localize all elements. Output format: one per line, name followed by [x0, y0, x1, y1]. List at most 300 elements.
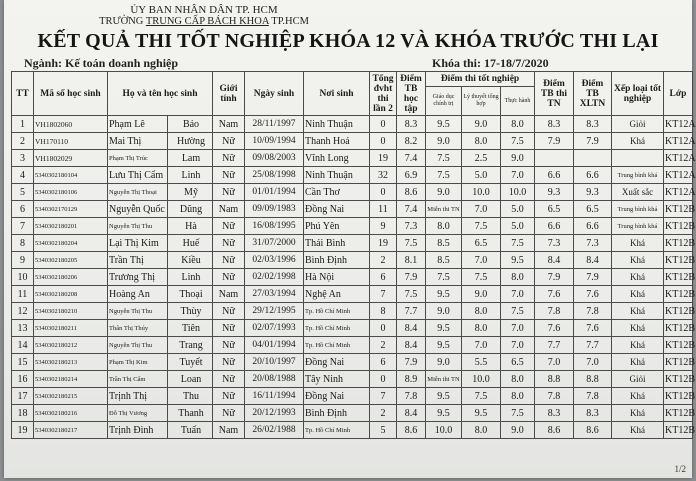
table-row	[12, 354, 693, 371]
cell-theory: 7.5	[462, 218, 501, 235]
cell-avg-exam: 8.3	[535, 116, 574, 133]
cell-avg-rank: 7.9	[574, 133, 612, 150]
cell-politics: 9.0	[426, 354, 462, 371]
cell-pob: Tp. Hồ Chí Minh	[304, 337, 370, 354]
cell-practice: 8.0	[501, 371, 535, 388]
cell-tt: 15	[12, 354, 34, 371]
cell-pob: Tây Ninh	[304, 371, 370, 388]
cell-gender: Nữ	[213, 235, 245, 252]
cell-theory: 7.5	[462, 269, 501, 286]
table-row	[12, 167, 693, 184]
cell-tt: 6	[12, 201, 34, 218]
cell-rank	[612, 150, 664, 167]
cell-pob: Ninh Thuận	[304, 116, 370, 133]
cell-rank: Trung bình khá	[612, 218, 664, 235]
cell-gpa: 7.3	[397, 218, 426, 235]
cell-gender: Nữ	[213, 388, 245, 405]
cell-total-units: 9	[370, 218, 397, 235]
cell-gender: Nữ	[213, 269, 245, 286]
cell-politics: 7.5	[426, 269, 462, 286]
cell-pob: Bình Định	[304, 405, 370, 422]
cell-last-name: Hoàng An	[108, 286, 168, 303]
table-row	[12, 337, 693, 354]
cell-politics: Miễn thi TN	[426, 371, 462, 388]
cell-avg-rank: 6.6	[574, 167, 612, 184]
cell-first-name: Linh	[168, 269, 213, 286]
table-row	[12, 320, 693, 337]
cell-total-units: 2	[370, 337, 397, 354]
cell-pob: Bình Định	[304, 252, 370, 269]
cell-rank: Khá	[612, 235, 664, 252]
cell-theory: 7.5	[462, 388, 501, 405]
cell-last-name: Lưu Thị Cẩm	[108, 167, 168, 184]
cell-last-name: Phạm Lê	[108, 116, 168, 133]
cell-student-code: 5340302180217	[34, 422, 108, 439]
col-class: Lớp	[664, 72, 693, 116]
cell-practice: 6.5	[501, 354, 535, 371]
cell-dob: 20/08/1988	[245, 371, 304, 388]
cell-first-name: Trang	[168, 337, 213, 354]
cell-first-name: Thùy	[168, 303, 213, 320]
cell-gpa: 7.9	[397, 269, 426, 286]
cell-gender: Nam	[213, 201, 245, 218]
cell-last-name: Trần Thị	[108, 252, 168, 269]
cell-avg-exam: 7.6	[535, 286, 574, 303]
cell-dob: 26/02/1988	[245, 422, 304, 439]
table-body	[12, 116, 696, 439]
cell-tt: 16	[12, 371, 34, 388]
cell-avg-rank: 8.4	[574, 252, 612, 269]
cell-practice: 7.0	[501, 167, 535, 184]
cell-student-code: 5340302180214	[34, 371, 108, 388]
cell-pob: Đồng Nai	[304, 354, 370, 371]
org-name: ỦY BAN NHÂN DÂN TP. HCM	[130, 4, 278, 16]
cell-avg-rank: 6.5	[574, 201, 612, 218]
cell-practice: 7.5	[501, 405, 535, 422]
cell-student-code: 5340302180104	[34, 167, 108, 184]
cell-total-units: 7	[370, 286, 397, 303]
cell-class: KT12B	[664, 252, 693, 269]
cell-tt: 4	[12, 167, 34, 184]
cell-first-name: Dũng	[168, 201, 213, 218]
cell-gpa: 8.3	[397, 116, 426, 133]
cell-pob: Ninh Thuận	[304, 167, 370, 184]
col-practice: Thực hành	[501, 87, 535, 116]
cell-avg-rank: 7.3	[574, 235, 612, 252]
cell-politics: 8.5	[426, 235, 462, 252]
table-row	[12, 218, 693, 235]
table-header	[12, 72, 693, 116]
cell-theory: 10.0	[462, 371, 501, 388]
cell-politics: 9.5	[426, 116, 462, 133]
cell-student-code: 5340302180210	[34, 303, 108, 320]
cell-total-units: 32	[370, 167, 397, 184]
cell-politics: 7.5	[426, 150, 462, 167]
cell-class: KT12B	[664, 303, 693, 320]
cell-gender: Nam	[213, 422, 245, 439]
cell-dob: 16/08/1995	[245, 218, 304, 235]
table-row	[12, 116, 693, 133]
cell-avg-rank: 8.3	[574, 405, 612, 422]
cell-class: KT12B	[664, 337, 693, 354]
table-row	[12, 405, 693, 422]
cell-theory: 5.0	[462, 167, 501, 184]
cell-dob: 04/01/1994	[245, 337, 304, 354]
cell-avg-exam: 8.8	[535, 371, 574, 388]
cell-avg-rank: 7.6	[574, 320, 612, 337]
cell-avg-rank: 8.6	[574, 422, 612, 439]
cell-avg-exam: 7.9	[535, 133, 574, 150]
cell-total-units: 0	[370, 371, 397, 388]
cell-last-name: Trịnh Đình	[108, 422, 168, 439]
cell-total-units: 19	[370, 235, 397, 252]
cell-gender: Nữ	[213, 405, 245, 422]
col-tt: TT	[12, 72, 34, 116]
cell-total-units: 8	[370, 303, 397, 320]
cell-avg-exam: 7.8	[535, 303, 574, 320]
col-student-code: Mã số học sinh	[34, 72, 108, 116]
cell-student-code: 5340302180211	[34, 320, 108, 337]
cell-theory: 10.0	[462, 184, 501, 201]
cell-rank: Giỏi	[612, 371, 664, 388]
cell-student-code: 5340302180208	[34, 286, 108, 303]
cell-last-name: Thân Thị Thúy	[108, 320, 168, 337]
cell-rank: Khá	[612, 269, 664, 286]
cell-theory: 9.5	[462, 405, 501, 422]
cell-class: KT12B	[664, 422, 693, 439]
cell-gender: Nữ	[213, 303, 245, 320]
cell-total-units: 0	[370, 320, 397, 337]
exam-period-label: Khóa thi: 17-18/7/2020	[432, 56, 549, 70]
results-table	[11, 71, 696, 439]
cell-pob: Vĩnh Long	[304, 150, 370, 167]
table-row	[12, 388, 693, 405]
cell-total-units: 6	[370, 354, 397, 371]
cell-pob: Tp. Hồ Chí Minh	[304, 303, 370, 320]
cell-politics: 9.5	[426, 388, 462, 405]
cell-avg-exam: 8.6	[535, 422, 574, 439]
cell-avg-exam	[535, 150, 574, 167]
cell-student-code: 5340302180205	[34, 252, 108, 269]
cell-pob: Hà Nội	[304, 269, 370, 286]
table-row	[12, 286, 693, 303]
cell-pob: Thái Bình	[304, 235, 370, 252]
cell-pob: Nghệ An	[304, 286, 370, 303]
cell-tt: 18	[12, 405, 34, 422]
cell-pob: Đồng Nai	[304, 388, 370, 405]
cell-class: KT12A	[664, 116, 693, 133]
col-gpa: Điểm TB học tập	[397, 72, 426, 116]
cell-first-name: Kiều	[168, 252, 213, 269]
cell-dob: 02/03/1996	[245, 252, 304, 269]
cell-avg-exam: 7.3	[535, 235, 574, 252]
cell-first-name: Tuấn	[168, 422, 213, 439]
cell-avg-exam: 8.4	[535, 252, 574, 269]
cell-rank: Khá	[612, 303, 664, 320]
cell-total-units: 0	[370, 184, 397, 201]
cell-gender: Nữ	[213, 337, 245, 354]
table-row	[12, 422, 693, 439]
cell-tt: 5	[12, 184, 34, 201]
cell-avg-exam: 6.5	[535, 201, 574, 218]
cell-student-code: 5340302180213	[34, 354, 108, 371]
cell-first-name: Mỹ	[168, 184, 213, 201]
cell-total-units: 0	[370, 133, 397, 150]
table-row	[12, 235, 693, 252]
cell-gender: Nữ	[213, 252, 245, 269]
cell-class: KT12A	[664, 133, 693, 150]
cell-avg-exam: 7.8	[535, 388, 574, 405]
cell-practice: 7.5	[501, 303, 535, 320]
cell-pob: Đồng Nai	[304, 201, 370, 218]
cell-avg-rank: 7.6	[574, 286, 612, 303]
cell-last-name: Mai Thị	[108, 133, 168, 150]
cell-avg-rank: 7.0	[574, 354, 612, 371]
cell-politics: 9.5	[426, 337, 462, 354]
cell-last-name: Lại Thị Kim	[108, 235, 168, 252]
cell-theory: 8.0	[462, 320, 501, 337]
cell-avg-exam: 6.6	[535, 167, 574, 184]
cell-tt: 3	[12, 150, 34, 167]
major-label: Ngành: Kế toán doanh nghiệp	[24, 56, 179, 70]
cell-total-units: 0	[370, 116, 397, 133]
cell-gpa: 7.9	[397, 354, 426, 371]
cell-first-name: Thu	[168, 388, 213, 405]
cell-avg-exam: 7.0	[535, 354, 574, 371]
table-row	[12, 201, 693, 218]
cell-tt: 2	[12, 133, 34, 150]
cell-dob: 31/07/2000	[245, 235, 304, 252]
cell-practice: 5.0	[501, 218, 535, 235]
cell-avg-exam: 8.3	[535, 405, 574, 422]
cell-dob: 09/08/2003	[245, 150, 304, 167]
cell-practice: 9.0	[501, 422, 535, 439]
cell-gender: Nữ	[213, 320, 245, 337]
cell-politics: 9.5	[426, 405, 462, 422]
cell-dob: 10/09/1994	[245, 133, 304, 150]
cell-practice: 7.5	[501, 235, 535, 252]
col-student-name: Họ và tên học sinh	[108, 72, 213, 116]
cell-dob: 09/09/1983	[245, 201, 304, 218]
cell-total-units: 19	[370, 150, 397, 167]
cell-rank: Khá	[612, 405, 664, 422]
cell-theory: 8.0	[462, 422, 501, 439]
cell-rank: Giỏi	[612, 116, 664, 133]
cell-gender: Nữ	[213, 150, 245, 167]
cell-gpa: 6.9	[397, 167, 426, 184]
cell-tt: 12	[12, 303, 34, 320]
cell-gpa: 8.9	[397, 371, 426, 388]
cell-total-units: 5	[370, 422, 397, 439]
cell-politics: 9.0	[426, 184, 462, 201]
table-row	[12, 133, 693, 150]
cell-politics: 8.0	[426, 218, 462, 235]
cell-total-units: 7	[370, 388, 397, 405]
cell-dob: 28/11/1997	[245, 116, 304, 133]
cell-first-name: Huế	[168, 235, 213, 252]
cell-total-units: 2	[370, 405, 397, 422]
cell-rank: Khá	[612, 354, 664, 371]
cell-pob: Cần Thơ	[304, 184, 370, 201]
cell-last-name: Nguyễn Thị Thoại	[108, 184, 168, 201]
school-suffix: TP.HCM	[271, 16, 309, 27]
cell-gpa: 8.4	[397, 337, 426, 354]
cell-gpa: 7.8	[397, 388, 426, 405]
cell-theory: 2.5	[462, 150, 501, 167]
cell-tt: 9	[12, 252, 34, 269]
col-gender: Giới tính	[213, 72, 245, 116]
cell-gpa: 8.6	[397, 422, 426, 439]
cell-student-code: 5340302180206	[34, 269, 108, 286]
cell-gender: Nữ	[213, 184, 245, 201]
cell-gender: Nữ	[213, 354, 245, 371]
cell-avg-rank: 6.6	[574, 218, 612, 235]
cell-practice: 7.5	[501, 133, 535, 150]
cell-pob: Tp. Hồ Chí Minh	[304, 422, 370, 439]
cell-rank: Khá	[612, 286, 664, 303]
document-title: KẾT QUẢ THI TỐT NGHIỆP KHÓA 12 VÀ KHÓA TRƯỚC THI LẠI	[37, 30, 659, 52]
cell-practice: 9.0	[501, 150, 535, 167]
cell-student-code: VH1802060	[34, 116, 108, 133]
cell-total-units: 11	[370, 201, 397, 218]
issuing-organization	[84, 4, 324, 28]
cell-theory: 6.5	[462, 235, 501, 252]
cell-politics: 7.5	[426, 167, 462, 184]
cell-gender: Nữ	[213, 371, 245, 388]
cell-first-name: Tuyết	[168, 354, 213, 371]
cell-last-name: Nguyễn Thị Thu	[108, 337, 168, 354]
col-avg-rank: Điểm TB XLTN	[574, 72, 612, 116]
cell-tt: 17	[12, 388, 34, 405]
cell-class: KT12B	[664, 354, 693, 371]
table-row	[12, 371, 693, 388]
cell-first-name: Lam	[168, 150, 213, 167]
cell-politics: 9.0	[426, 133, 462, 150]
cell-rank: Khá	[612, 388, 664, 405]
cell-avg-exam: 9.3	[535, 184, 574, 201]
cell-practice: 8.0	[501, 269, 535, 286]
cell-theory: 7.0	[462, 337, 501, 354]
cell-class: KT12B	[664, 371, 693, 388]
cell-pob: Phú Yên	[304, 218, 370, 235]
cell-avg-rank	[574, 150, 612, 167]
cell-gender: Nam	[213, 116, 245, 133]
cell-theory: 8.0	[462, 303, 501, 320]
cell-student-code: 5340302180201	[34, 218, 108, 235]
cell-last-name: Phạm Thị Trúc	[108, 150, 168, 167]
table-row	[12, 303, 693, 320]
school-name: TRUNG CẤP BÁCH KHOA	[145, 16, 269, 27]
cell-practice: 8.0	[501, 116, 535, 133]
cell-class: KT12B	[664, 201, 693, 218]
cell-tt: 14	[12, 337, 34, 354]
cell-gpa: 8.2	[397, 133, 426, 150]
cell-rank: Trung bình khá	[612, 201, 664, 218]
cell-pob: Tp. Hồ Chí Minh	[304, 320, 370, 337]
cell-rank: Trung bình khá	[612, 167, 664, 184]
cell-gender: Nam	[213, 286, 245, 303]
cell-gender: Nữ	[213, 133, 245, 150]
cell-dob: 20/12/1993	[245, 405, 304, 422]
cell-student-code: 5340302170129	[34, 201, 108, 218]
cell-last-name: Nguyễn Thị Thu	[108, 303, 168, 320]
school-prefix: TRƯỜNG	[99, 16, 144, 27]
table-row	[12, 184, 693, 201]
cell-tt: 19	[12, 422, 34, 439]
cell-avg-rank: 7.7	[574, 337, 612, 354]
cell-practice: 9.5	[501, 252, 535, 269]
cell-avg-exam: 7.6	[535, 320, 574, 337]
cell-last-name: Trương Thị	[108, 269, 168, 286]
cell-first-name: Thanh	[168, 405, 213, 422]
cell-practice: 7.0	[501, 286, 535, 303]
cell-rank: Xuất sắc	[612, 184, 664, 201]
cell-first-name: Thoại	[168, 286, 213, 303]
page-number: 1/2	[674, 464, 686, 474]
cell-gpa: 7.4	[397, 201, 426, 218]
cell-gender: Nữ	[213, 167, 245, 184]
cell-gpa: 7.5	[397, 235, 426, 252]
cell-dob: 02/02/1998	[245, 269, 304, 286]
col-dob: Ngày sinh	[245, 72, 304, 116]
cell-tt: 7	[12, 218, 34, 235]
cell-politics: Miễn thi TN	[426, 201, 462, 218]
cell-rank: Khá	[612, 422, 664, 439]
cell-dob: 16/11/1994	[245, 388, 304, 405]
cell-gpa: 8.4	[397, 405, 426, 422]
col-avg-exam: Điểm TB thi TN	[535, 72, 574, 116]
cell-class: KT12B	[664, 320, 693, 337]
col-politics: Giáo dục chính trị	[426, 87, 462, 116]
cell-student-code: VH1802029	[34, 150, 108, 167]
cell-class: KT12B	[664, 286, 693, 303]
cell-class: KT12A	[664, 184, 693, 201]
cell-dob: 25/08/1998	[245, 167, 304, 184]
cell-theory: 7.0	[462, 252, 501, 269]
cell-theory: 9.0	[462, 286, 501, 303]
cell-tt: 11	[12, 286, 34, 303]
cell-politics: 9.5	[426, 286, 462, 303]
cell-politics: 9.5	[426, 320, 462, 337]
cell-first-name: Hường	[168, 133, 213, 150]
cell-last-name: Nguyễn Quốc	[108, 201, 168, 218]
cell-gpa: 8.1	[397, 252, 426, 269]
cell-dob: 20/10/1997	[245, 354, 304, 371]
cell-rank: Khá	[612, 337, 664, 354]
cell-dob: 01/01/1994	[245, 184, 304, 201]
table-row	[12, 269, 693, 286]
col-exam-scores: Điểm thi tốt nghiệp	[426, 72, 535, 87]
cell-first-name: Hà	[168, 218, 213, 235]
cell-theory: 8.0	[462, 133, 501, 150]
cell-avg-rank: 9.3	[574, 184, 612, 201]
cell-theory: 7.0	[462, 201, 501, 218]
cell-tt: 13	[12, 320, 34, 337]
cell-total-units: 6	[370, 269, 397, 286]
cell-practice: 7.0	[501, 337, 535, 354]
table-row	[12, 150, 693, 167]
cell-practice: 5.0	[501, 201, 535, 218]
cell-tt: 8	[12, 235, 34, 252]
cell-first-name: Loan	[168, 371, 213, 388]
cell-avg-rank: 7.8	[574, 303, 612, 320]
cell-practice: 10.0	[501, 184, 535, 201]
cell-gpa: 8.4	[397, 320, 426, 337]
cell-student-code: 5340302180106	[34, 184, 108, 201]
cell-practice: 8.0	[501, 388, 535, 405]
col-pob: Nơi sinh	[304, 72, 370, 116]
cell-dob: 02/07/1993	[245, 320, 304, 337]
